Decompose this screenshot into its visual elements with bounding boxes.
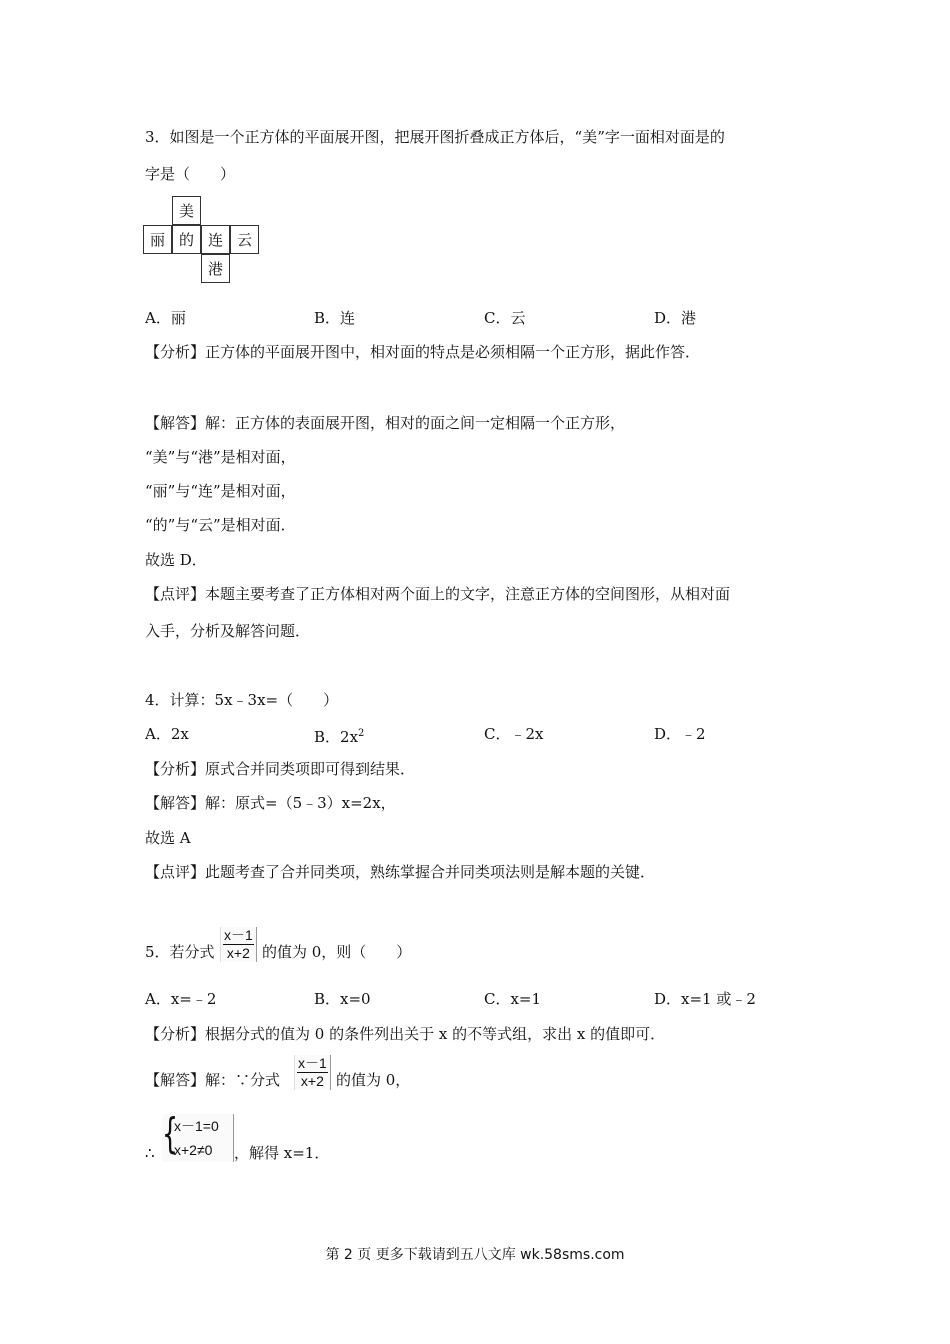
fraction-denominator: x+2 — [300, 1073, 324, 1089]
q5-solution-suffix: 的值为 0， — [336, 1071, 411, 1089]
q3-solution-line1: 【解答】解：正方体的表面展开图，相对的面之间一定相隔一个正方形， — [145, 414, 626, 432]
q3-comment-line2: 入手，分析及解答问题． — [145, 622, 311, 640]
q3-solution-choice: 故选 D． — [145, 551, 207, 569]
fraction-numerator: x－1 — [224, 927, 253, 943]
q4-solution: 【解答】解：原式=（5﹣3）x=2x， — [145, 794, 396, 812]
net-cell-row-2: 的 — [172, 225, 201, 254]
q3-solution-line2: “美”与“港”是相对面， — [145, 448, 296, 466]
q3-stem-line1: 3．如图是一个正方体的平面展开图，把展开图折叠成正方体后，“美”字一面相对面是的 — [145, 128, 725, 146]
q5-option-c: C．x=1 — [484, 990, 542, 1008]
fraction-numerator: x－1 — [298, 1055, 327, 1071]
q4-analysis: 【分析】原式合并同类项即可得到结果． — [145, 760, 416, 778]
net-cell-row-1: 丽 — [143, 225, 172, 254]
q4-option-b-base: B．2x — [314, 728, 359, 746]
q5-solution-fraction — [294, 1055, 331, 1090]
q5-result: ，解得 x=1． — [234, 1144, 330, 1162]
page-footer: 第 2 页 更多下载请到五八文库 wk.58sms.com — [325, 1247, 625, 1263]
system-equation-1: x－1=0 — [174, 1118, 219, 1134]
q5-option-a: A．x=﹣2 — [145, 990, 217, 1008]
therefore-symbol: ∴ — [145, 1144, 155, 1162]
net-cell-row-4: 云 — [230, 225, 259, 254]
q3-option-b: B．连 — [314, 309, 356, 327]
net-cell-bottom: 港 — [201, 254, 230, 283]
brace-icon: { — [162, 1109, 179, 1158]
q4-stem: 4．计算：5x﹣3x=（ ） — [145, 691, 339, 709]
q3-solution-line3: “丽”与“连”是相对面， — [145, 482, 296, 500]
q5-option-b: B．x=0 — [314, 990, 371, 1008]
q5-solution-prefix: 【解答】解：∵分式 — [145, 1071, 281, 1089]
fraction-denominator: x+2 — [226, 945, 250, 961]
q4-option-b — [314, 724, 364, 747]
q4-option-c: C．﹣2x — [484, 725, 544, 743]
q5-stem-suffix: 的值为 0，则（ ） — [262, 943, 412, 961]
q3-solution-line4: “的”与“云”是相对面． — [145, 516, 296, 534]
q4-option-a: A．2x — [145, 725, 189, 743]
q4-comment: 【点评】此题考查了合并同类项，熟练掌握合并同类项法则是解本题的关键． — [145, 863, 656, 881]
q4-option-d: D．﹣2 — [654, 725, 706, 743]
net-cell-top: 美 — [172, 196, 201, 225]
q4-option-b-exponent: 2 — [358, 728, 365, 739]
system-equation-2: x+2≠0 — [174, 1142, 213, 1158]
q3-analysis: 【分析】正方体的平面展开图中，相对面的特点是必须相隔一个正方形，据此作答． — [145, 343, 701, 361]
q5-analysis: 【分析】根据分式的值为 0 的条件列出关于 x 的不等式组，求出 x 的值即可． — [145, 1025, 666, 1043]
q5-option-d: D．x=1 或﹣2 — [654, 990, 756, 1008]
q3-stem-line2: 字是（ ） — [145, 165, 236, 183]
net-cell-row-3: 连 — [201, 225, 230, 254]
q3-option-c: C．云 — [484, 309, 526, 327]
q4-choice: 故选 A — [145, 829, 191, 847]
q5-stem-fraction — [220, 927, 257, 962]
equation-system — [162, 1109, 234, 1162]
q3-comment-line1: 【点评】本题主要考查了正方体相对两个面上的文字，注意正方体的空间图形，从相对面 — [145, 585, 731, 603]
q3-option-d: D．港 — [654, 309, 697, 327]
q3-option-a: A．丽 — [145, 309, 186, 327]
q5-stem-prefix: 5．若分式 — [145, 943, 215, 961]
